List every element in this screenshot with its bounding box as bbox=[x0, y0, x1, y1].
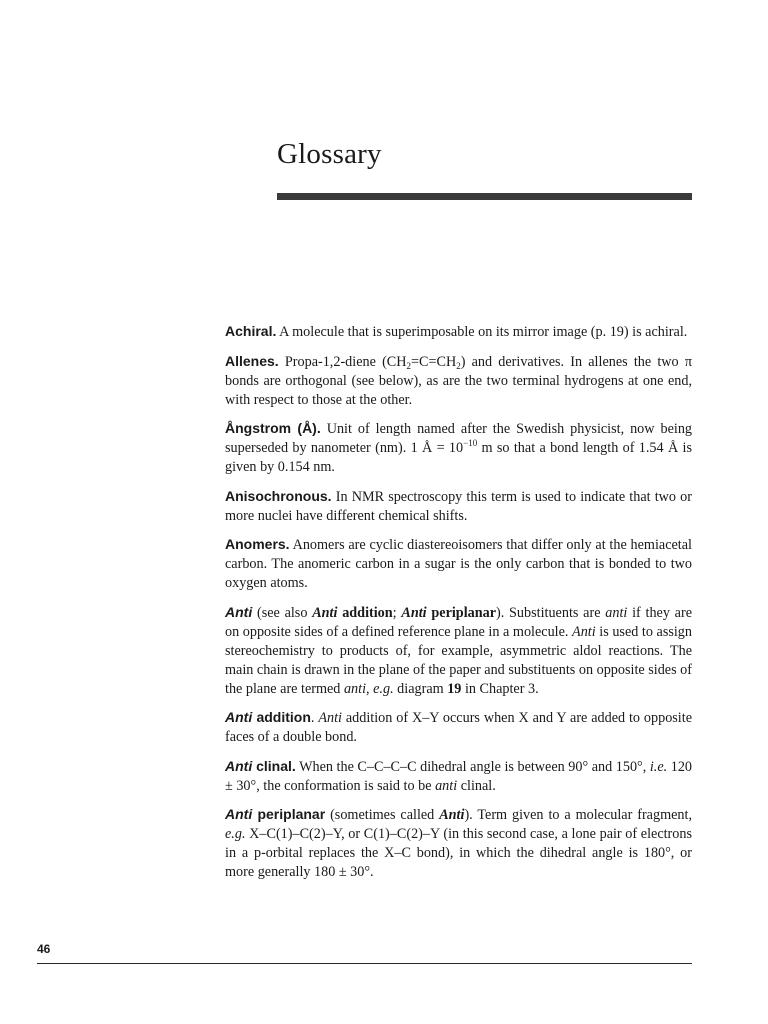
italic-text: Anti bbox=[572, 623, 596, 640]
cross-ref-anti: Anti bbox=[439, 807, 465, 823]
definition: Anomers are cyclic diastereoisomers that differ only at the hemiacetal carbon. The anomeric carbon in a sugar is the only carbon that is bonded to two oxygen atoms. bbox=[225, 537, 692, 591]
footer-rule bbox=[37, 963, 692, 964]
term: Ångstrom (Å). bbox=[225, 420, 321, 436]
term: Allenes. bbox=[225, 352, 279, 369]
entry-angstrom bbox=[225, 419, 692, 477]
definition: if they are on opposite sides of a defined reference plane in a molecule. bbox=[225, 604, 693, 640]
definition: (see also bbox=[252, 604, 313, 621]
term bbox=[225, 604, 252, 620]
definition: ). Substituents are bbox=[496, 604, 606, 621]
subscript: 2 bbox=[406, 360, 412, 371]
term-italic: Anti bbox=[225, 603, 253, 620]
definition: , bbox=[366, 680, 374, 697]
entry-anti bbox=[225, 603, 692, 699]
definition: In NMR spectroscopy this term is used to indicate that two or more nuclei have different chemical shifts. bbox=[225, 488, 692, 524]
definition: ) and derivatives. In allenes the two π bonds are orthogonal (see below), as are the two terminal hydrogens at one end, with respect to those at the other. bbox=[225, 353, 692, 408]
term-italic: Anti bbox=[225, 806, 253, 822]
definition: X–C(1)–C(2)–Y, or C(1)–C(2)–Y (in this second case, a lone pair of electrons in a p-orbital replaces the X–C bond), in which the dihedral angle is 180°, or more generally 180 ± 30°. bbox=[225, 826, 692, 880]
definition: addition of X–Y occurs when X and Y are added to opposite faces of a double bond. bbox=[225, 710, 692, 745]
definition: clinal. bbox=[457, 777, 496, 794]
definition: ; bbox=[392, 604, 402, 621]
superscript: −10 bbox=[463, 438, 478, 448]
subscript: 2 bbox=[456, 360, 461, 371]
definition: . bbox=[310, 710, 319, 726]
term: Anisochronous. bbox=[225, 487, 332, 504]
term bbox=[225, 806, 325, 822]
term: Anomers. bbox=[225, 536, 290, 552]
italic-text: Anti bbox=[318, 710, 342, 726]
italic-text: anti bbox=[605, 604, 628, 621]
term bbox=[225, 758, 296, 774]
term-rest: clinal. bbox=[252, 757, 296, 774]
glossary-entries bbox=[225, 322, 692, 892]
entry-anti-addition bbox=[225, 708, 692, 747]
definition: diagram bbox=[393, 680, 448, 697]
page-title: Glossary bbox=[277, 138, 382, 170]
cross-ref-anti: Anti bbox=[401, 604, 427, 621]
cross-ref-word: periplanar bbox=[426, 604, 497, 621]
definition: 120 ± 30°, the conformation is said to be bbox=[225, 758, 693, 794]
definition: (sometimes called bbox=[325, 807, 440, 823]
page-number: 46 bbox=[37, 942, 51, 956]
entry-anti-clinal bbox=[225, 757, 692, 796]
italic-text: anti bbox=[343, 680, 367, 697]
definition: A molecule that is superimposable on its mirror image (p. 19) is achiral. bbox=[276, 324, 688, 340]
entry-anti-periplanar bbox=[225, 805, 692, 882]
term-italic: Anti bbox=[225, 709, 253, 725]
definition: is used to assign stereochemistry to products of, for example, asymmetric aldol reactions. The main chain is drawn in the plane of the paper and substituents on opposite sides of the plane are termed bbox=[225, 623, 692, 697]
term: Achiral. bbox=[225, 323, 277, 339]
diagram-number: 19 bbox=[447, 680, 462, 697]
term bbox=[225, 709, 311, 725]
definition: in Chapter 3. bbox=[461, 680, 539, 697]
definition: ). Term given to a molecular fragment, bbox=[464, 807, 692, 823]
entry-allenes bbox=[225, 352, 692, 410]
cross-ref-word: addition bbox=[337, 604, 393, 621]
definition: m so that a bond length of 1.54 Å is given by 0.154 nm. bbox=[225, 440, 692, 475]
term-rest: periplanar bbox=[252, 806, 326, 822]
italic-text: i.e. bbox=[649, 758, 668, 775]
definition: When the C–C–C–C dihedral angle is between 90° and 150°, bbox=[295, 758, 650, 775]
cross-ref-anti: Anti bbox=[312, 604, 338, 621]
italic-text: anti bbox=[435, 777, 458, 794]
definition: Propa-1,2-diene (CH bbox=[278, 353, 407, 370]
italic-text: e.g. bbox=[225, 826, 246, 842]
term-rest: addition bbox=[252, 709, 311, 725]
italic-text: e.g. bbox=[373, 680, 394, 697]
entry-anomers bbox=[225, 535, 692, 593]
entry-achiral bbox=[225, 322, 692, 342]
definition: Unit of length named after the Swedish physicist, now being superseded by nanometer (nm). 1 Å = 10 bbox=[225, 421, 693, 456]
title-rule bbox=[277, 193, 692, 200]
definition: =C=CH bbox=[411, 353, 457, 370]
term-italic: Anti bbox=[225, 757, 253, 774]
entry-anisochronous bbox=[225, 487, 692, 526]
